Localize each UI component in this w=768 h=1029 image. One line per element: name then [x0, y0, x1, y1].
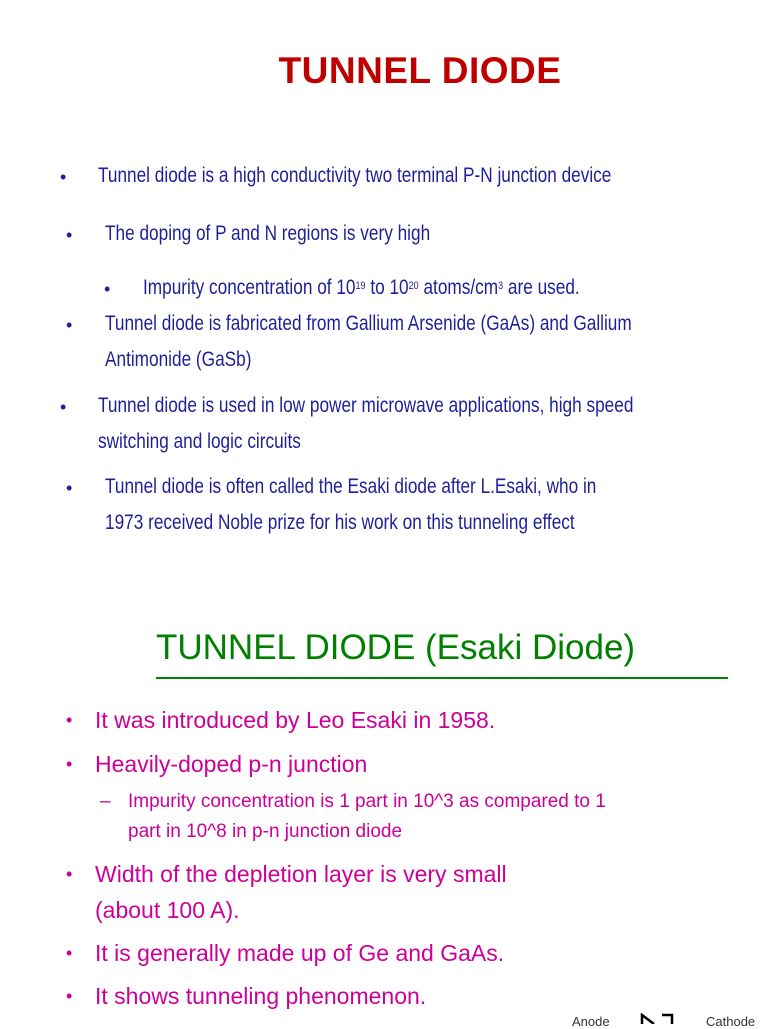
- anode-label: Anode: [572, 1014, 610, 1029]
- slide2-sub-bullet: Impurity concentration is 1 part in 10^3 as compared to 1 part in 10^8 in p-n junction diode: [128, 791, 606, 842]
- slide2-title: TUNNEL DIODE (Esaki Diode): [156, 628, 636, 667]
- slide2-bullet-2: Heavily-doped p-n junction: [95, 751, 368, 777]
- bullet-dot: •: [60, 397, 67, 417]
- slide1-bullet-3: Tunnel diode is fabricated from Gallium Arsenide (GaAs) and Gallium Antimonide (GaSb): [105, 312, 632, 371]
- bullet-dot: •: [66, 986, 73, 1006]
- cathode-label: Cathode: [706, 1014, 756, 1029]
- bullet-dot: •: [66, 315, 73, 335]
- bullet-dot: •: [66, 754, 73, 774]
- bullet-dot: •: [66, 710, 73, 730]
- bullet-dot: •: [66, 943, 73, 963]
- slide2-bullet-1: It was introduced by Leo Esaki in 1958.: [95, 707, 496, 733]
- tunnel-diode-symbol-icon: [640, 1013, 680, 1024]
- slide1-sub-bullet: Impurity concentration of $10^{19}$ to $10^{20}$ atoms/$cm^3$ are used.: [143, 276, 580, 299]
- dash-marker: –: [100, 791, 111, 812]
- slide1-bullet-4: Tunnel diode is used in low power microwave applications, high speed switching and logic circuits: [98, 394, 634, 453]
- bullet-dot: •: [66, 478, 73, 498]
- slide2-bullet-4: It is generally made up of Ge and GaAs.: [95, 940, 505, 966]
- slide-esaki-diode: [0, 580, 768, 1029]
- bullet-dot: •: [66, 864, 73, 884]
- slide1-bullet-2: The doping of P and N regions is very high: [105, 222, 431, 245]
- slide1-bullet-5: Tunnel diode is often called the Esaki diode after L.Esaki, who in 1973 received Noble prize for his work on this tunneling effect: [105, 475, 597, 534]
- slide2-bullet-3: Width of the depletion layer is very small (about 100 A).: [95, 861, 507, 923]
- title-underline: [156, 677, 728, 679]
- bullet-dot: •: [104, 279, 111, 299]
- slide1-title: TUNNEL DIODE: [278, 50, 562, 91]
- bullet-dot: •: [60, 167, 67, 187]
- bullet-dot: •: [66, 225, 73, 245]
- slide2-bullet-5: It shows tunneling phenomenon.: [95, 983, 427, 1009]
- slide1-bullet-1: Tunnel diode is a high conductivity two terminal P-N junction device: [98, 164, 612, 187]
